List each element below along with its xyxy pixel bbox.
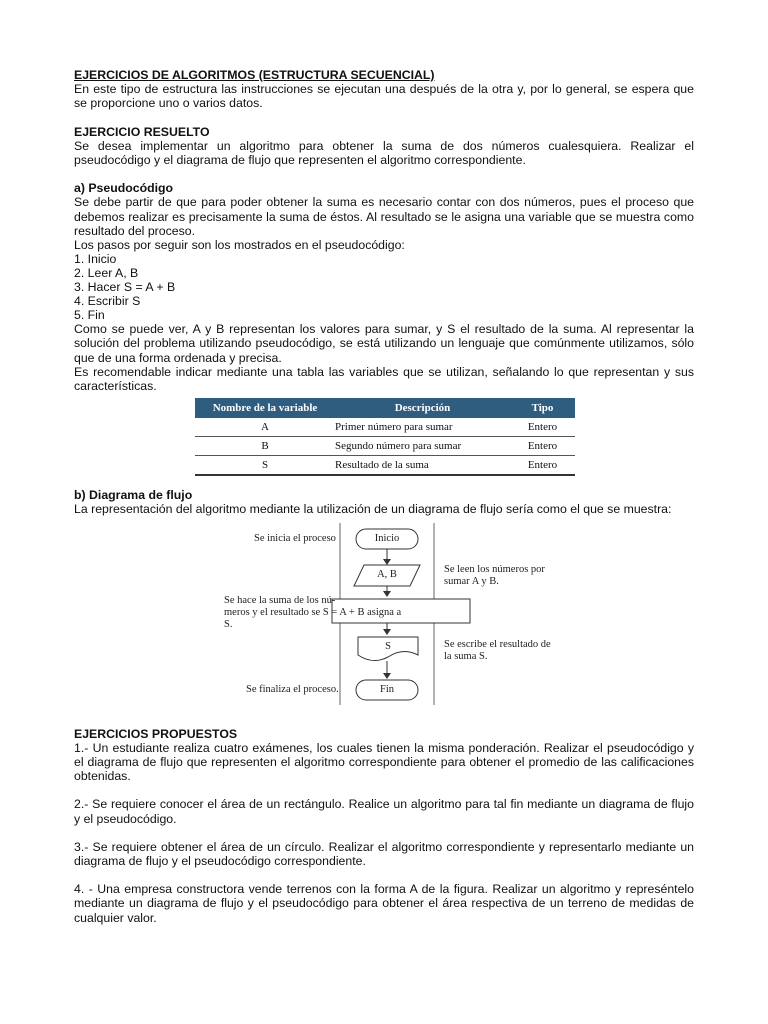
note-sum-line-3: S. <box>224 618 233 630</box>
cell-type: Entero <box>510 418 575 437</box>
proposed-item: 3.- Se requiere obtener el área de un círculo. Realizar el algoritmo correspondiente y representarlo mediante un diagrama de flujo y el pseudocódigo correspondiente. <box>74 839 694 869</box>
arrow-head <box>383 559 391 565</box>
table-row <box>195 456 575 476</box>
cell-type: Entero <box>510 456 575 476</box>
step-item: 2. Leer A, B <box>74 266 139 281</box>
step-item: 1. Inicio <box>74 252 117 267</box>
start-label: Inicio <box>374 532 400 544</box>
arrow-head <box>383 629 391 635</box>
cell-variable: A <box>195 418 335 437</box>
cell-variable: B <box>195 437 335 456</box>
note-read-line-1: Se leen los números por <box>444 563 545 575</box>
solved-heading: EJERCICIO RESUELTO <box>74 124 210 139</box>
note-write-line-1: Se escribe el resultado de <box>444 638 551 650</box>
cell-description: Resultado de la suma <box>335 456 510 476</box>
input-label: A, B <box>377 568 397 580</box>
document-title: EJERCICIOS DE ALGORITMOS (ESTRUCTURA SECUENCIAL) <box>74 68 435 82</box>
document-page <box>74 68 694 925</box>
proposed-item: 1.- Un estudiante realiza cuatro exámenes, los cuales tienen la misma ponderación. Realizar el pseudocódigo y el diagrama de flujo que representen el algoritmo correspondiente para obtener el promedio de las calificaciones obtenidas. <box>74 740 694 784</box>
pseudocode-heading: a) Pseudocódigo <box>74 181 174 196</box>
note-write-line-2: la suma S. <box>444 650 488 662</box>
proposed-item: 4. - Una empresa constructora vende terrenos con la forma A de la figura. Realizar un algoritmo y represéntelo mediante un diagrama de flujo y el pseudocódigo para obtener el área respectiva de un terreno de medidas de cualquier valor. <box>74 882 694 925</box>
pseudocode-paragraph-4: Es recomendable indicar mediante una tabla las variables que se utilizan, señalando lo que representan y sus características. <box>74 364 694 394</box>
arrow-head <box>383 591 391 597</box>
output-label: S <box>385 640 391 652</box>
step-item: 5. Fin <box>74 308 105 323</box>
variables-table <box>195 398 575 476</box>
pseudocode-paragraph-1: Se debe partir de que para poder obtener la suma es necesario contar con dos números, pues el proceso que debemos realizar es precisamente la suma de éstos. Al resultado se le asigna una variable que se muestra como resultado del proceso. <box>74 195 694 238</box>
note-read-line-2: sumar A y B. <box>444 575 499 587</box>
note-sum-line-2: meros y el resultado se S = A + B asigna a <box>224 606 402 618</box>
cell-variable: S <box>195 456 335 476</box>
proposed-exercises <box>74 727 694 925</box>
flowchart-heading: b) Diagrama de flujo <box>74 488 193 503</box>
table-header-row <box>195 398 575 418</box>
header-variable-name: Nombre de la variable <box>195 398 335 418</box>
note-end: Se finaliza el proceso. <box>246 683 339 695</box>
step-item: 3. Hacer S = A + B <box>74 280 176 295</box>
step-item: 4. Escribir S <box>74 294 141 309</box>
header-type: Tipo <box>510 398 575 418</box>
pseudocode-paragraph-2: Los pasos por seguir son los mostrados en el pseudocódigo: <box>74 238 405 253</box>
intro-paragraph: En este tipo de estructura las instrucciones se ejecutan una después de la otra y, por lo general, se espera que se proporcione uno o varios datos. <box>74 82 694 111</box>
note-start: Se inicia el proceso <box>254 532 336 544</box>
flowchart-intro: La representación del algoritmo mediante la utilización de un diagrama de flujo sería como el que se muestra: <box>74 502 672 517</box>
cell-type: Entero <box>510 437 575 456</box>
proposed-item: 2.- Se requiere conocer el área de un rectángulo. Realice un algoritmo para tal fin mediante un diagrama de flujo y el pseudocódigo. <box>74 797 694 826</box>
arrow-head <box>383 673 391 679</box>
note-sum-line-1: Se hace la suma de los nú- <box>224 594 336 606</box>
pseudocode-paragraph-3: Como se puede ver, A y B representan los valores para sumar, y S el resultado de la suma. Al representar la solución del problema utilizando pseudocódigo, se está utilizando un lenguaje que comúnmente utilizamos, sólo que de una forma ordenada y precisa. <box>74 322 694 365</box>
table-row <box>195 418 575 437</box>
pseudocode-steps <box>74 252 694 322</box>
proposed-heading: EJERCICIOS PROPUESTOS <box>74 726 238 741</box>
table-row <box>195 437 575 456</box>
header-description: Descripción <box>335 398 510 418</box>
solved-statement: Se desea implementar un algoritmo para obtener la suma de dos números cualesquiera. Realizar el pseudocódigo y el diagrama de flujo que representen el algoritmo correspondiente. <box>74 138 694 168</box>
end-label: Fin <box>379 683 394 695</box>
cell-description: Primer número para sumar <box>335 418 510 437</box>
flowchart-figure <box>74 523 694 705</box>
cell-description: Segundo número para sumar <box>335 437 510 456</box>
